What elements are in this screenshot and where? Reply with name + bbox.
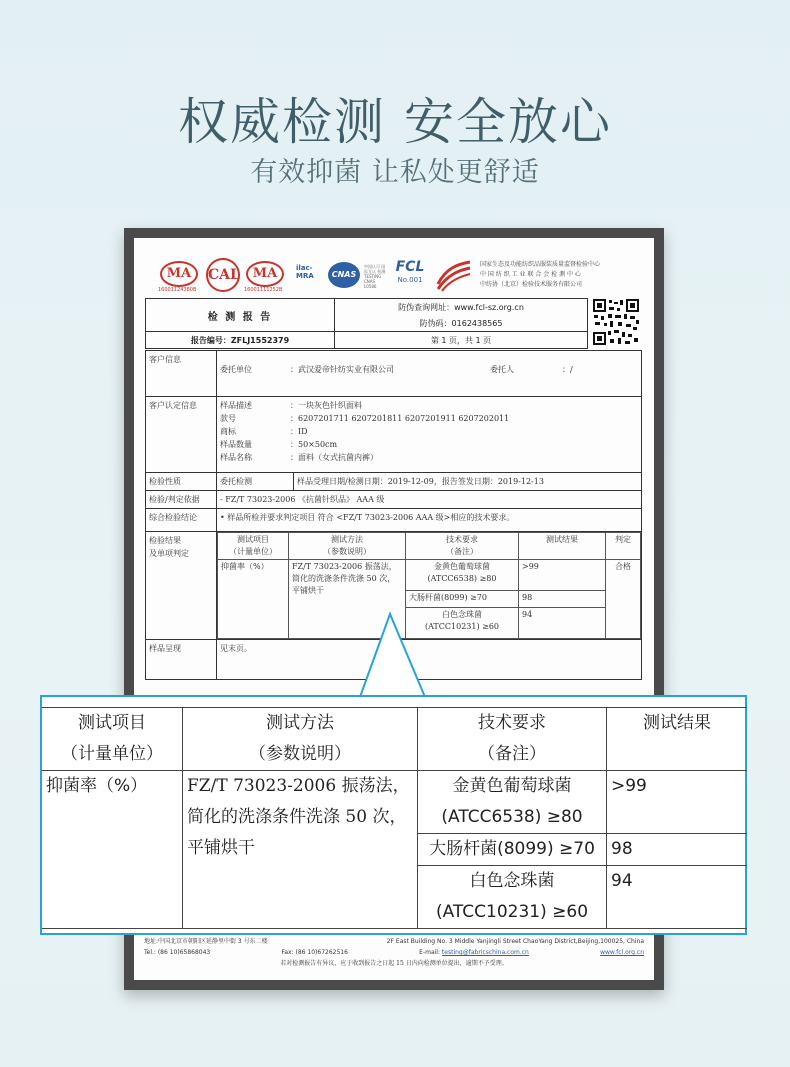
- zoom-result-cell: >99: [607, 771, 748, 834]
- footer-email-wrap: [419, 947, 529, 958]
- report-number: 报告编号：ZFLJ1552379: [146, 332, 335, 349]
- cnas-caption: 中国认可 国际互认 检测 TESTING CNAS L0586: [364, 264, 386, 289]
- ma-logo-2: MA: [246, 261, 284, 287]
- org-line-1: 国家生态及功能纺织品服装质量监督检验中心: [480, 261, 601, 268]
- col-item-header: 测试项目 （计量单位）: [218, 533, 289, 560]
- method-cell: FZ/T 73023-2006 振荡法，简化的洗涤条件洗涤 50 次，平铺烘干: [289, 560, 406, 639]
- client-info-cell: [217, 351, 642, 397]
- certification-logos: [158, 256, 638, 296]
- footer-website-link[interactable]: www.fcl.org.cn: [600, 949, 644, 956]
- results-cell: [217, 532, 642, 640]
- zoom-req-cell: 金黄色葡萄球菌 (ATCC6538) ≥80: [418, 771, 607, 834]
- client-person-value: ：/: [562, 365, 573, 374]
- conclusion-label: 综合检验结论: [146, 509, 217, 532]
- fcl-logo: [390, 258, 430, 292]
- footer-email-link[interactable]: testing@fabricschina.com.cn: [441, 949, 529, 956]
- results-table: [217, 532, 641, 639]
- report-footer: [144, 936, 644, 969]
- req-cell: 白色念珠菌 (ATCC10231) ≥60: [406, 608, 519, 639]
- footer-address-row: [144, 936, 644, 947]
- ma-number: 16001124380B: [158, 287, 197, 293]
- footer-address-cn: 地址:中国北京市朝阳区延静里中街 3 号东二楼: [144, 938, 268, 945]
- zoom-result-cell: 94: [607, 866, 748, 929]
- footer-contact-row: [144, 947, 644, 958]
- hero-subtitle: 有效抑菌 让私处更舒适: [250, 157, 540, 188]
- judge-cell: 合格: [606, 560, 641, 639]
- sample-row: [220, 438, 638, 451]
- ma-logo: MA: [160, 261, 198, 287]
- sample-value: ：6207201711 6207201811 6207201911 6207202011: [290, 414, 510, 423]
- col-judge-header: 判定: [606, 533, 641, 560]
- sample-info-cell: [217, 397, 642, 473]
- zoom-req-cell: 大肠杆菌(8099) ≥70: [418, 834, 607, 866]
- conclusion-value: • 样品所检并要求判定项目 符合 <FZ/T 73023-2006 AAA 级>相应的技术要求。: [217, 509, 642, 532]
- results-label: 检验结果 及单项判定: [146, 532, 217, 640]
- sample-key: 样品描述: [220, 401, 252, 410]
- footer-address-en: 2F East Building No. 3 Middle Yanjingli Street ChaoYang District,Beijing,100025, China: [386, 938, 644, 945]
- result-cell: >99: [519, 560, 606, 591]
- zoom-item-cell: 抑菌率（%）: [42, 771, 183, 929]
- basis-value: - FZ/T 73023-2006 《抗菌针织品》 AAA 级: [217, 491, 642, 509]
- zoom-result-cell: 98: [607, 834, 748, 866]
- anti-fake-code: 防伪码：0162438565: [335, 315, 588, 332]
- sample-info-label: 客户认定信息: [146, 397, 217, 473]
- req-cell: 金黄色葡萄球菌 (ATCC6538) ≥80: [406, 560, 519, 591]
- appearance-value: 见末页。: [217, 640, 642, 680]
- sample-row: [220, 399, 638, 412]
- zoom-col-result: 测试结果: [607, 708, 748, 771]
- hero-title: 权威检测 安全放心: [178, 93, 612, 151]
- col-req-header: 技术要求 （备注）: [406, 533, 519, 560]
- col-method-header: 测试方法 （参数说明）: [289, 533, 406, 560]
- dates-value: 样品受理日期/检测日期：2019-12-09，报告签发日期：2019-12-13: [294, 473, 642, 491]
- footer-fax: Fax: (86 10)67262516: [281, 949, 348, 956]
- sample-key: 样品名称: [220, 453, 252, 462]
- sample-value: ：一块灰色针织面料: [290, 401, 362, 410]
- sample-key: 样品数量: [220, 440, 252, 449]
- appearance-label: 样品呈现: [146, 640, 217, 680]
- fcl-logo-text: FCL: [395, 259, 425, 275]
- sample-row: [220, 412, 638, 425]
- sample-row: [220, 451, 638, 464]
- footer-tel: Tel.: (86 10)65868043: [144, 949, 211, 956]
- item-cell: 抑菌率（%）: [218, 560, 289, 639]
- anti-fake-site: 防伪查询网址：www.fcl-sz.org.cn: [335, 299, 588, 316]
- report-header-table: [145, 298, 588, 349]
- zoom-col-method: 测试方法 （参数说明）: [183, 708, 418, 771]
- sample-row: [220, 425, 638, 438]
- report-body-table: [145, 350, 642, 680]
- zoomed-results-table: [42, 707, 747, 929]
- textile-flag-logo: [436, 258, 472, 292]
- client-info-label: 客户信息: [146, 351, 217, 397]
- zoom-req-cell: 白色念珠菌 (ATCC10231) ≥60: [418, 866, 607, 929]
- cal-logo: CAL: [206, 258, 240, 292]
- cnas-logo: CNAS: [328, 262, 360, 288]
- client-unit-key: 委托单位: [220, 365, 252, 374]
- org-line-3: 中纺协（北京）检验技术服务有限公司: [480, 281, 583, 288]
- sample-key: 款号: [220, 414, 236, 423]
- sample-key: 商标: [220, 427, 236, 436]
- client-unit-value: ：武汉爱帝针纺实业有限公司: [290, 365, 394, 374]
- footer-email-label: E-mail:: [419, 949, 440, 956]
- fcl-logo-number: No.001: [397, 276, 423, 284]
- footer-note: 若对检测报告有异议，应于收到报告之日起 15 日内向检测单位提出，逾期不予受理。: [280, 960, 508, 967]
- sample-value: ：ID: [290, 427, 308, 436]
- organization-names: [480, 260, 600, 290]
- basis-label: 检验/判定依据: [146, 491, 217, 509]
- nature-value: 委托检测: [217, 473, 294, 491]
- zoom-col-req: 技术要求 （备注）: [418, 708, 607, 771]
- ma-number-2: 16001111252B: [244, 287, 283, 293]
- sample-value: ：面料（女式抗菌内裤）: [290, 453, 378, 462]
- nature-label: 检验性质: [146, 473, 217, 491]
- report-title: 检 测 报 告: [146, 299, 335, 332]
- sample-value: ：50×50cm: [290, 440, 338, 449]
- result-cell: 98: [519, 590, 606, 607]
- zoom-col-item: 测试项目 （计量单位）: [42, 708, 183, 771]
- ilac-logo: ilac-MRA: [296, 264, 314, 280]
- org-line-2: 中 国 纺 织 工 业 联 合 会 检 测 中 心: [480, 271, 581, 278]
- client-person-key: 委托人: [490, 365, 514, 374]
- qr-code: [592, 298, 640, 346]
- page-info: 第 1 页，共 1 页: [335, 332, 588, 349]
- result-cell: 94: [519, 608, 606, 639]
- client-info-row: [220, 363, 638, 376]
- zoomed-results-callout: [40, 695, 747, 935]
- req-cell: 大肠杆菌(8099) ≥70: [406, 590, 519, 607]
- zoom-method-cell: FZ/T 73023-2006 振荡法， 简化的洗涤条件洗涤 50 次， 平铺烘干: [183, 771, 418, 929]
- col-result-header: 测试结果: [519, 533, 606, 560]
